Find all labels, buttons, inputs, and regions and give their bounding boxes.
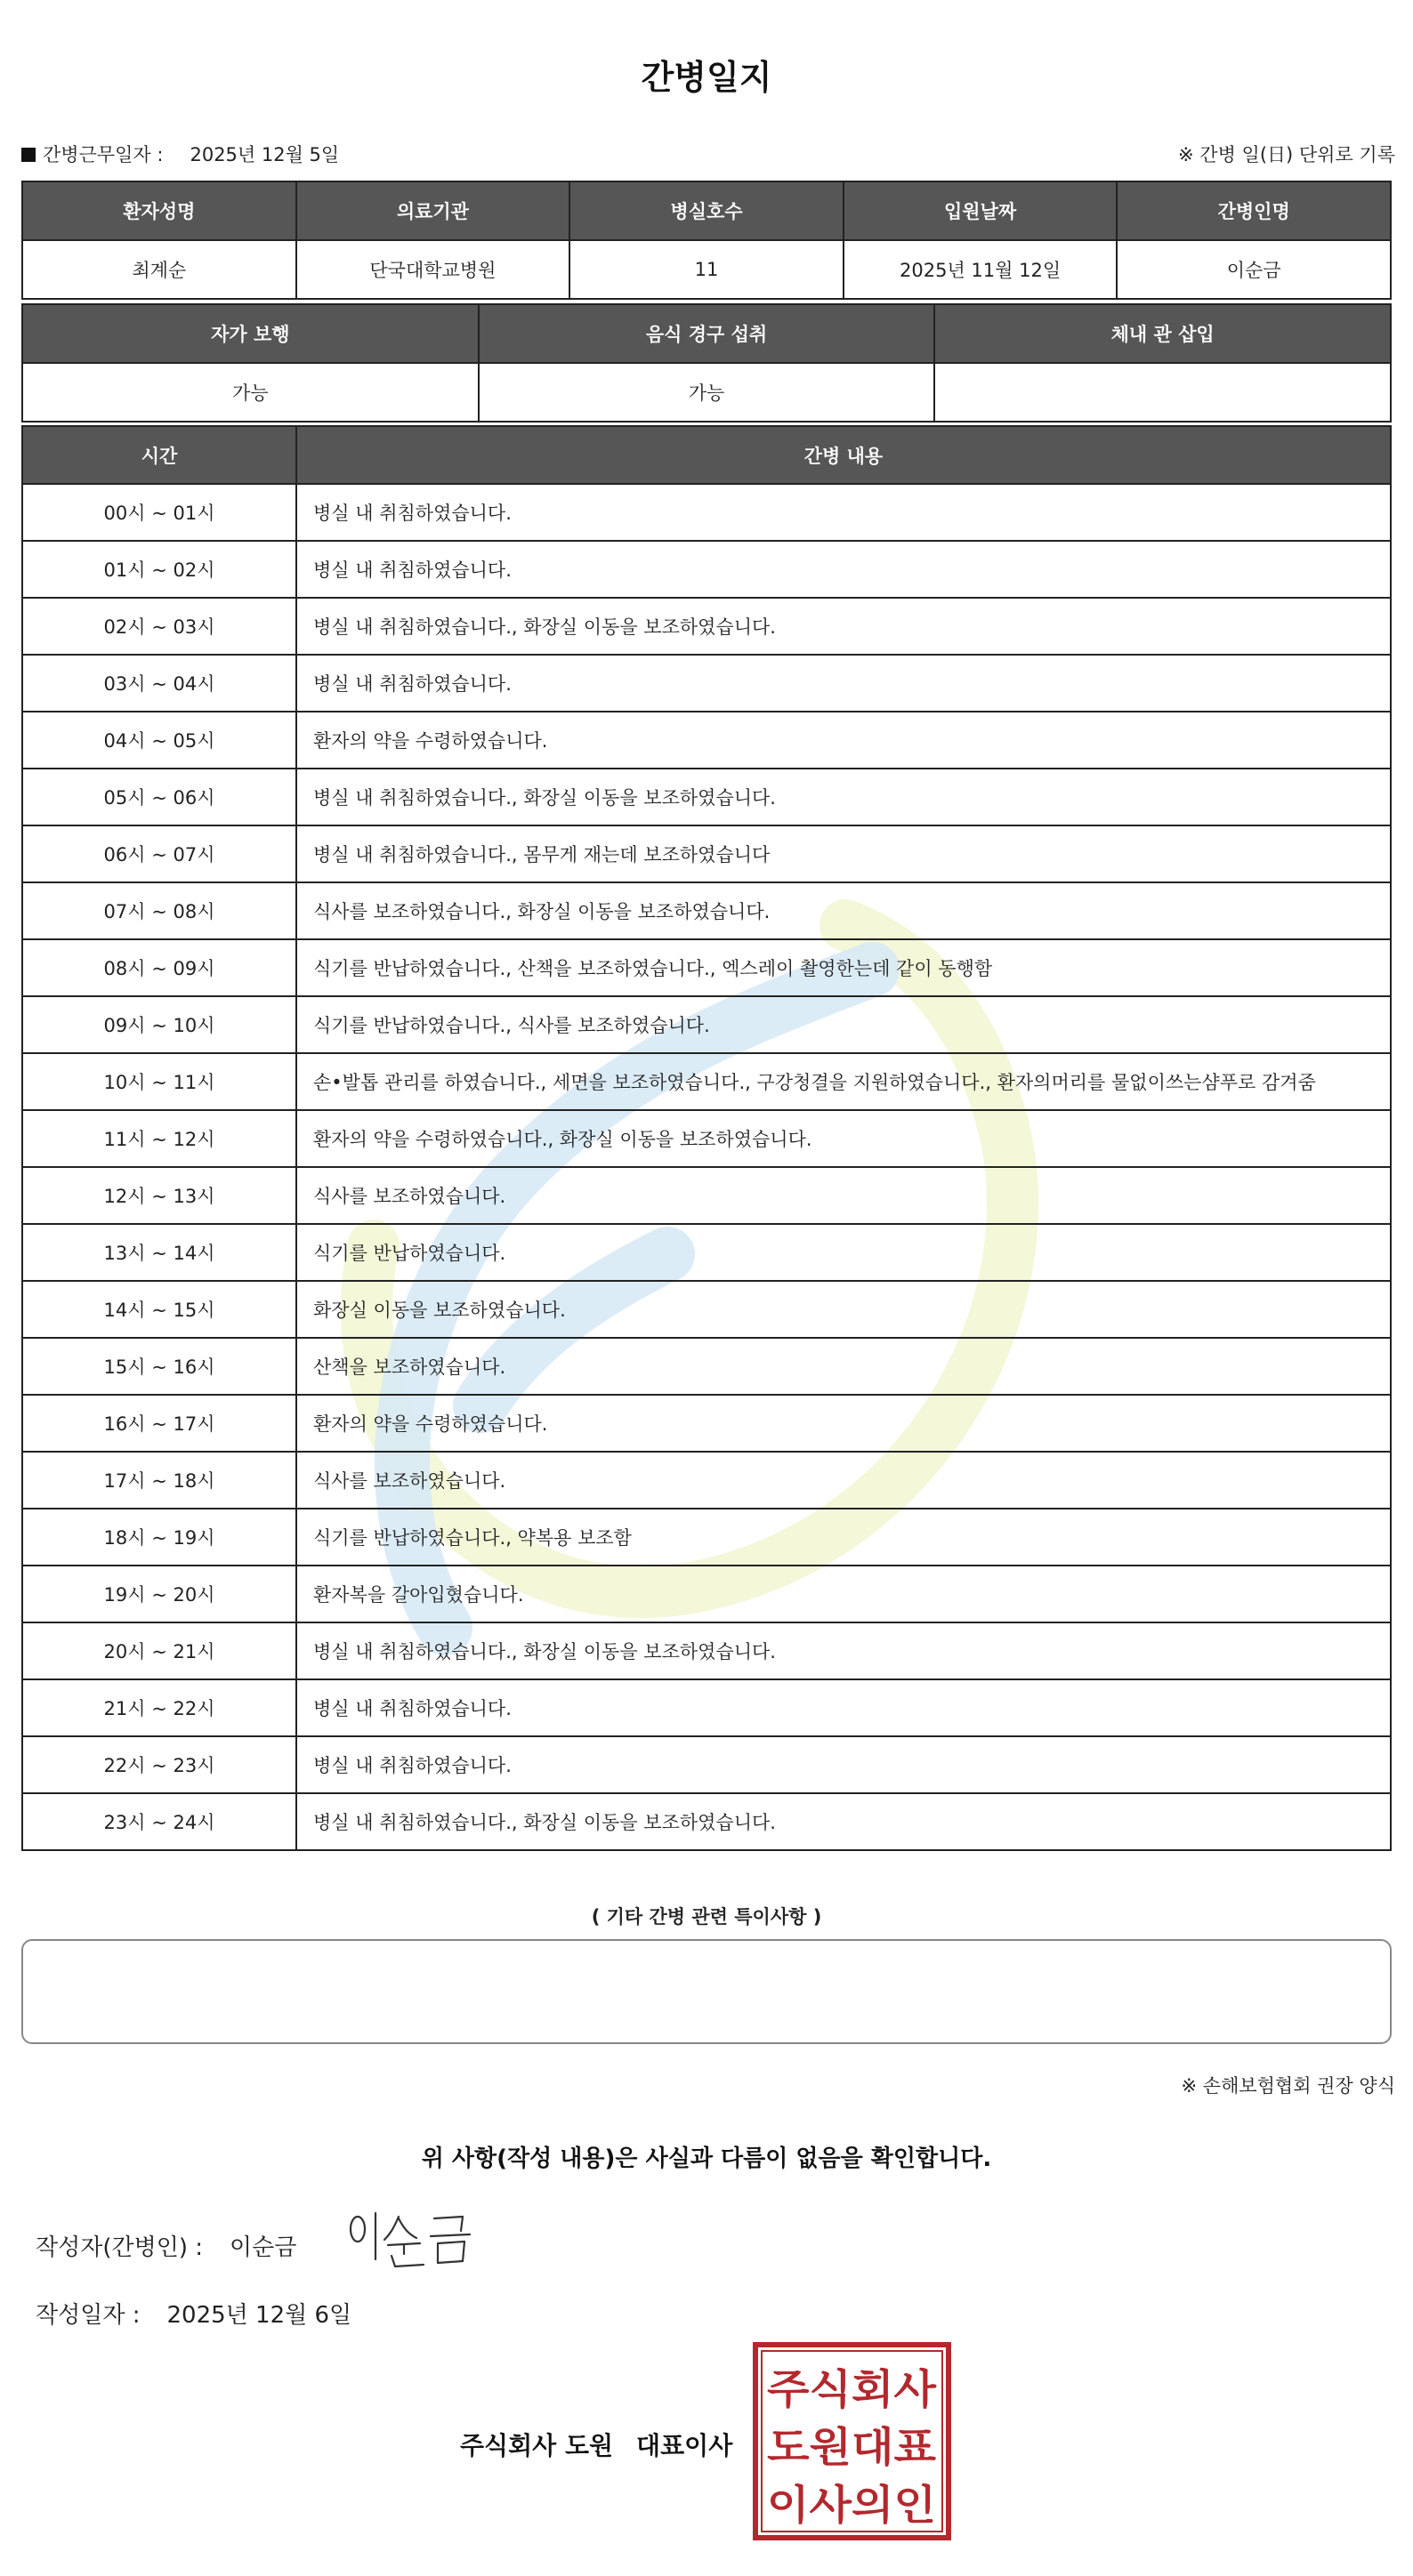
handwritten-signature (338, 2204, 498, 2275)
care-content: 식기를 반납하였습니다., 식사를 보조하였습니다. (296, 996, 1391, 1053)
table-row (22, 1053, 1391, 1110)
writer-name: 이순금 (230, 2234, 297, 2261)
special-notes-title: ( 기타 간병 관련 특이사항 ) (591, 1906, 822, 1928)
time-slot: 15시 ~ 16시 (22, 1338, 296, 1395)
oral-intake-value: 가능 (479, 363, 935, 422)
header-tube-insertion: 체내 관 삽입 (934, 304, 1391, 363)
care-content: 환자의 약을 수령하였습니다. (296, 712, 1391, 769)
table-row (22, 484, 1391, 541)
writer-label: 작성자(간병인) : (36, 2234, 204, 2261)
time-slot: 11시 ~ 12시 (22, 1110, 296, 1167)
time-slot: 07시 ~ 08시 (22, 882, 296, 939)
written-date-value: 2025년 12월 6일 (166, 2302, 352, 2329)
work-date (21, 141, 339, 167)
time-slot: 23시 ~ 24시 (22, 1793, 296, 1850)
time-slot: 10시 ~ 11시 (22, 1053, 296, 1110)
table-row (22, 1110, 1391, 1167)
table-row (22, 1452, 1391, 1509)
time-slot: 20시 ~ 21시 (22, 1622, 296, 1679)
care-content: 식사를 보조하였습니다. (296, 1452, 1391, 1509)
care-log-table (21, 425, 1392, 1851)
care-content: 병실 내 취침하였습니다. (296, 484, 1391, 541)
table-row (22, 769, 1391, 825)
care-content: 병실 내 취침하였습니다. (296, 1679, 1391, 1736)
care-content: 병실 내 취침하였습니다., 화장실 이동을 보조하였습니다. (296, 1622, 1391, 1679)
caregiver-name: 이순금 (1117, 240, 1391, 299)
time-slot: 18시 ~ 19시 (22, 1509, 296, 1566)
table-row (22, 882, 1391, 939)
care-content: 병실 내 취침하였습니다., 화장실 이동을 보조하였습니다. (296, 769, 1391, 825)
table-row (22, 1622, 1391, 1679)
care-content: 병실 내 취침하였습니다., 몸무게 재는데 보조하였습니다 (296, 825, 1391, 882)
care-content: 식사를 보조하였습니다., 화장실 이동을 보조하였습니다. (296, 882, 1391, 939)
company-seal-stamp (752, 2341, 952, 2541)
care-content: 병실 내 취침하였습니다., 화장실 이동을 보조하였습니다. (296, 1793, 1391, 1850)
care-content: 손•발톱 관리를 하였습니다., 세면을 보조하였습니다., 구강청결을 지원하였습니다., 환자의머리를 물없이쓰는샴푸로 감겨줌 (296, 1053, 1391, 1110)
time-slot: 00시 ~ 01시 (22, 484, 296, 541)
header-self-walking: 자가 보행 (22, 304, 479, 363)
representative-title: 대표이사 (636, 2431, 733, 2460)
care-content: 병실 내 취침하였습니다. (296, 1736, 1391, 1793)
time-slot: 01시 ~ 02시 (22, 541, 296, 598)
header-room-number: 병실호수 (569, 181, 844, 240)
table-row (22, 541, 1391, 598)
writer-line (36, 2229, 296, 2262)
table-row (22, 1679, 1391, 1736)
seal-line-1: 주식회사 (767, 2365, 937, 2413)
table-row (22, 1395, 1391, 1452)
record-unit-note: ※ 간병 일(日) 단위로 기록 (1178, 144, 1395, 165)
time-slot: 13시 ~ 14시 (22, 1224, 296, 1281)
header-caregiver-name: 간병인명 (1117, 181, 1391, 240)
header-admission-date: 입원날짜 (844, 181, 1118, 240)
written-date-line (36, 2297, 351, 2330)
table-row (22, 939, 1391, 996)
table-row (22, 655, 1391, 712)
time-slot: 03시 ~ 04시 (22, 655, 296, 712)
table-row (22, 1224, 1391, 1281)
care-content: 산책을 보조하였습니다. (296, 1338, 1391, 1395)
patient-status-table (21, 303, 1392, 423)
table-row (22, 1281, 1391, 1338)
time-slot: 19시 ~ 20시 (22, 1566, 296, 1622)
time-slot: 17시 ~ 18시 (22, 1452, 296, 1509)
time-slot: 12시 ~ 13시 (22, 1167, 296, 1224)
association-note: ※ 손해보험협회 권장 양식 (1181, 2075, 1395, 2097)
written-date-label: 작성일자 : (36, 2302, 141, 2329)
work-date-label: 간병근무일자 : (43, 144, 164, 165)
header-oral-intake: 음식 경구 섭취 (479, 304, 935, 363)
time-slot: 06시 ~ 07시 (22, 825, 296, 882)
table-row (22, 712, 1391, 769)
table-row (22, 996, 1391, 1053)
seal-line-2: 도원대표 (767, 2423, 937, 2471)
care-content: 병실 내 취침하였습니다. (296, 655, 1391, 712)
table-row (22, 1793, 1391, 1850)
time-slot: 08시 ~ 09시 (22, 939, 296, 996)
special-notes-box (21, 1939, 1392, 2044)
patient-name: 최계순 (22, 240, 296, 299)
tube-insertion-value (934, 363, 1391, 422)
seal-line-3: 이사의인 (767, 2481, 936, 2529)
time-slot: 04시 ~ 05시 (22, 712, 296, 769)
time-slot: 14시 ~ 15시 (22, 1281, 296, 1338)
time-slot: 05시 ~ 06시 (22, 769, 296, 825)
table-row (22, 1338, 1391, 1395)
time-slot: 22시 ~ 23시 (22, 1736, 296, 1793)
work-date-value: 2025년 12월 5일 (190, 144, 340, 165)
confirmation-statement: 위 사항(작성 내용)은 사실과 다름이 없음을 확인합니다. (421, 2145, 992, 2172)
header-care-content: 간병 내용 (296, 426, 1391, 484)
care-content: 식사를 보조하였습니다. (296, 1167, 1391, 1224)
self-walking-value: 가능 (22, 363, 479, 422)
square-bullet-icon (21, 148, 36, 162)
care-content: 환자의 약을 수령하였습니다., 화장실 이동을 보조하였습니다. (296, 1110, 1391, 1167)
time-slot: 21시 ~ 22시 (22, 1679, 296, 1736)
care-content: 식기를 반납하였습니다., 약복용 보조함 (296, 1509, 1391, 1566)
table-row (22, 1736, 1391, 1793)
care-content: 병실 내 취침하였습니다. (296, 541, 1391, 598)
company-signatory (460, 2427, 732, 2462)
hospital-name: 단국대학교병원 (296, 240, 570, 299)
company-name: 주식회사 도원 (460, 2431, 614, 2460)
table-row (22, 1509, 1391, 1566)
care-content: 식기를 반납하였습니다. (296, 1224, 1391, 1281)
header-hospital: 의료기관 (296, 181, 570, 240)
header-patient-name: 환자성명 (22, 181, 296, 240)
care-content: 병실 내 취침하였습니다., 화장실 이동을 보조하였습니다. (296, 598, 1391, 655)
header-time: 시간 (22, 426, 296, 484)
table-row (22, 1566, 1391, 1622)
table-row (22, 825, 1391, 882)
care-content: 환자복을 갈아입혔습니다. (296, 1566, 1391, 1622)
room-number: 11 (569, 240, 844, 299)
patient-info-table (21, 181, 1392, 300)
care-content: 식기를 반납하였습니다., 산책을 보조하였습니다., 엑스레이 촬영한는데 같이 동행함 (296, 939, 1391, 996)
table-row (22, 1167, 1391, 1224)
document-title: 간병일지 (641, 58, 772, 97)
time-slot: 16시 ~ 17시 (22, 1395, 296, 1452)
table-row (22, 598, 1391, 655)
admission-date: 2025년 11월 12일 (844, 240, 1118, 299)
time-slot: 02시 ~ 03시 (22, 598, 296, 655)
care-content: 환자의 약을 수령하였습니다. (296, 1395, 1391, 1452)
time-slot: 09시 ~ 10시 (22, 996, 296, 1053)
care-content: 화장실 이동을 보조하였습니다. (296, 1281, 1391, 1338)
